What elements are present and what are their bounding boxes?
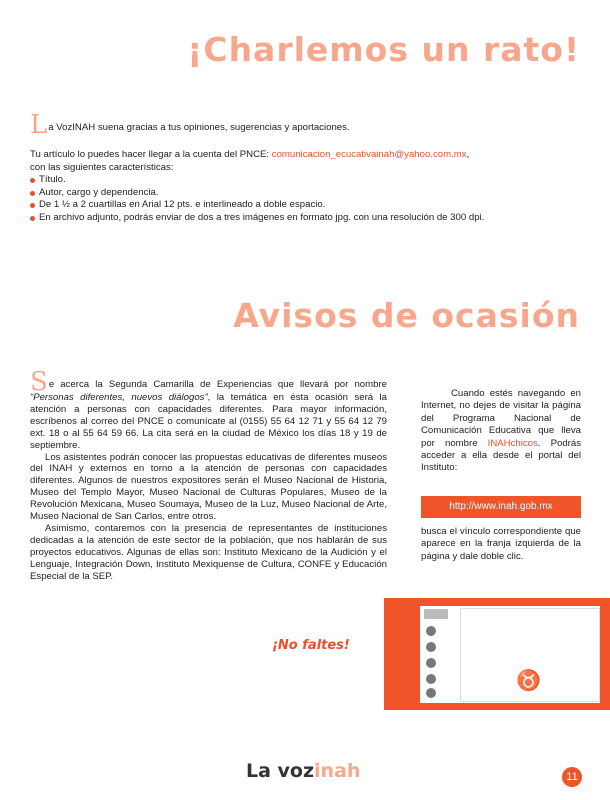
url-link[interactable]: http://www.inah.gob.mx: [421, 496, 581, 518]
bullet-icon: [30, 216, 35, 221]
right-p2: busca el vínculo correspondiente que aparece en la franja izquierda de la página y dale doble clic.: [421, 526, 581, 562]
screenshot-circle-icon: [426, 688, 436, 698]
right-p1-b: . Podrás acceder a ella desde el portal del Instituto:: [421, 437, 581, 474]
left-p1-a: e acerca la Segunda Camarilla de Experiencias que llevará por nombre: [48, 379, 387, 390]
left-p3: Asimismo, contaremos con la presencia de representantes de instituciones dedicadas a la atención de este sector de la población, que nos hablarán de sus proyectos educativos. Algunas de ellas son: Instituto Mexicano de la Audición y el Lenguaje, Integración Down, Instituto Mexiquense de Cultura, CONFE y Educación Especial de la SEP.: [30, 522, 387, 582]
bullet-icon: [30, 203, 35, 208]
brand-logo: [246, 760, 360, 782]
mascot-icon: ♉: [516, 670, 541, 692]
screenshot-circle-icon: [426, 626, 436, 636]
screenshot-logo: [424, 609, 448, 619]
list-item: [30, 187, 570, 200]
bullet-icon: [30, 191, 35, 196]
list-item-text: En archivo adjunto, podrás enviar de dos a tres imágenes en formato jpg. con una resolución de 300 dpi.: [39, 211, 485, 223]
website-screenshot: [384, 598, 610, 710]
list-item: [30, 212, 570, 225]
brand-part: voz: [277, 760, 315, 782]
screenshot-page: [420, 606, 600, 703]
intro-line2-end: ,: [466, 149, 470, 160]
left-p1-b: , la temática en ésta ocasión será la atención a personas con capacidades diferentes. Para mayor información, escríbenos al correo del PNCE o comunícate al (0155) 55 64 12 71 y 55 64 12 79 ext. 18 o al 55 64 59 66. La cita será en la ciudad de México los días 18 y 19 de septiembre.: [30, 392, 387, 451]
heading-avisos: Avisos de ocasión: [233, 296, 580, 335]
no-faltes-callout: ¡No faltes!: [272, 638, 350, 653]
requirements-list: [30, 174, 570, 224]
list-item: [30, 199, 570, 212]
screenshot-circle-icon: [426, 674, 436, 684]
bullet-icon: [30, 178, 35, 183]
list-item-text: Título.: [39, 174, 66, 185]
intro-line3: con las siguientes características:: [30, 161, 174, 173]
screenshot-circle-icon: [426, 658, 436, 668]
right-p1-a: Cuando estés navegando en Internet, no dejes de visitar la página del Programa Nacional de Comunicación Educativa que lleva por nombre: [421, 388, 581, 449]
intro-section: [30, 110, 570, 224]
list-item-text: Autor, cargo y dependencia.: [39, 186, 159, 198]
list-item: [30, 174, 570, 187]
left-dropcap: S: [30, 367, 48, 397]
list-item-text: De 1 ½ a 2 cuartillas en Arial 12 pts. e interlineado a doble espacio.: [39, 199, 326, 210]
email-link[interactable]: comunicacion_ecucativainah@yahoo.com.mx: [271, 149, 467, 160]
page-number: 11: [562, 767, 582, 787]
brand-part: La: [246, 760, 278, 782]
intro-line1: a VozINAH suena gracias a tus opiniones, sugerencias y aportaciones.: [48, 122, 350, 133]
right-column: [421, 388, 581, 475]
left-p2: Los asistentes podrán conocer las propuestas educativas de diferentes museos del INAH y externos en torno a la atención de personas con capacidades diferentes. Algunos de nuestros expositores serán el Museo Nacional de Historia, Museo del Templo Mayor, Museo Nacional de Culturas Populares, Museo de la Revolución Mexicana, Museo Soumaya, Museo de la Luz, Museo Nacional de Arte, Museo Nacional de San Carlos, entre otros.: [30, 451, 387, 523]
left-column: [30, 367, 387, 583]
inahchicos-highlight: INAHchicos: [487, 437, 538, 449]
left-p1-quote: “Personas diferentes, nuevos diálogos”: [30, 392, 208, 403]
screenshot-circle-icon: [426, 642, 436, 652]
heading-charlemos: ¡Charlemos un rato!: [187, 30, 580, 69]
intro-dropcap: L: [30, 110, 48, 140]
brand-part: inah: [314, 760, 361, 782]
right-column-2: [421, 526, 581, 563]
intro-line2: Tu artículo lo puedes hacer llegar a la cuenta del PNCE:: [30, 149, 272, 160]
